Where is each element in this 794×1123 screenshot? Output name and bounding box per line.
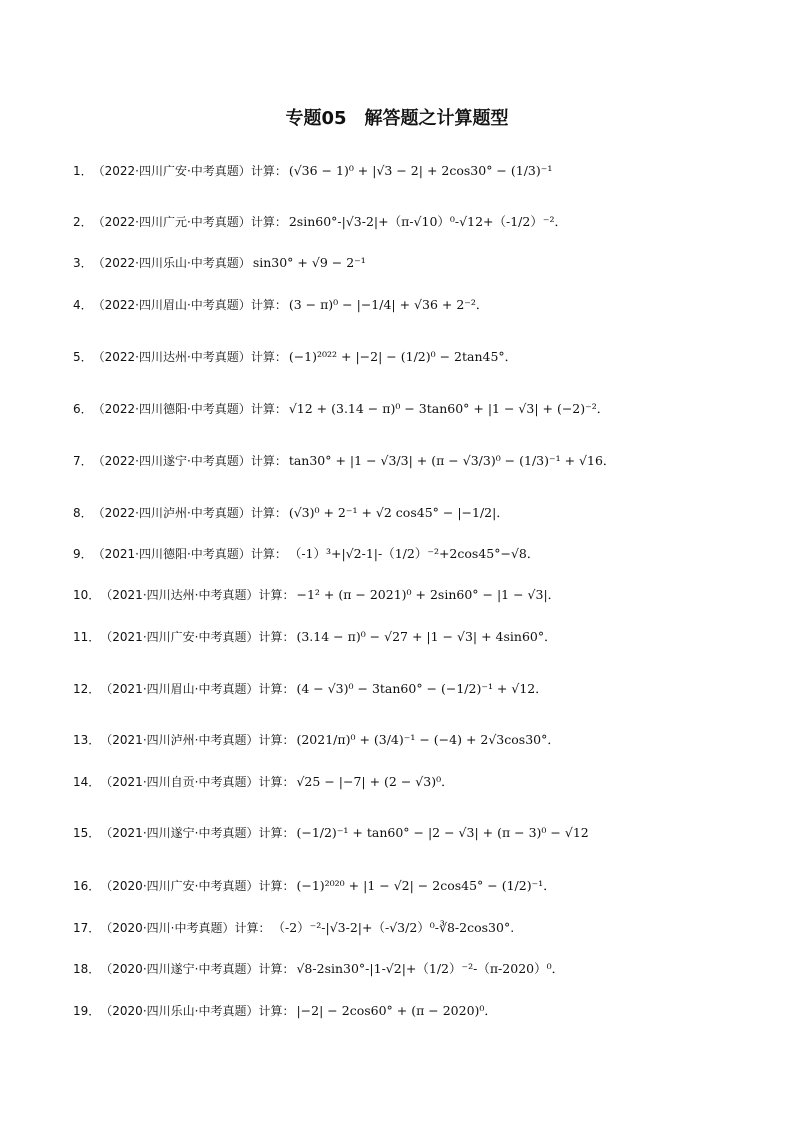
problem-lead: 计算： bbox=[258, 961, 295, 976]
problem-expression: 2sin60°-|√3-2|+（π-√10）⁰-√12+（-1/2）⁻²． bbox=[288, 214, 567, 229]
problem-source: （2021·四川达州·中考真题） bbox=[100, 587, 259, 602]
problem-expression: (√36 − 1)⁰ + |√3 − 2| + 2cos30° − (1/3)⁻¹ bbox=[288, 163, 553, 178]
problem-lead: 计算： bbox=[258, 629, 295, 644]
problem-item bbox=[73, 679, 754, 697]
problem-lead: 计算： bbox=[258, 1003, 295, 1018]
problem-lead: 计算： bbox=[258, 878, 295, 893]
problem-source: （2021·四川广安·中考真题） bbox=[100, 629, 259, 644]
problem-expression: (4 − √3)⁰ − 3tan60° − (−1/2)⁻¹ + √12． bbox=[296, 681, 548, 696]
problem-expression: (−1)²⁰²² + |−2| − (1/2)⁰ − 2tan45°． bbox=[288, 349, 518, 364]
problem-number: 14． bbox=[73, 774, 101, 789]
problem-number: 9． bbox=[73, 546, 93, 561]
problem-lead: 计算： bbox=[250, 401, 287, 416]
problem-expression: |−2| − 2cos60° + (π − 2020)⁰． bbox=[296, 1003, 497, 1018]
problem-expression: −1² + (π − 2021)⁰ + 2sin60° − |1 − √3|． bbox=[296, 587, 561, 602]
problem-expression: √25 − |−7| + (2 − √3)⁰． bbox=[296, 774, 454, 789]
page-title: 专题05 解答题之计算题型 bbox=[285, 108, 509, 129]
problem-lead: 计算： bbox=[250, 349, 287, 364]
problem-lead: 计算： bbox=[234, 920, 271, 935]
problem-lead: 计算： bbox=[250, 505, 287, 520]
problem-number: 4． bbox=[73, 297, 93, 312]
problem-number: 11． bbox=[73, 629, 101, 644]
problem-item bbox=[73, 585, 754, 603]
problem-expression: (√3)⁰ + 2⁻¹ + √2 cos45° − |−1/2|． bbox=[288, 505, 509, 520]
problem-source: （2021·四川德阳·中考真题） bbox=[92, 546, 251, 561]
problem-expression: （-2）⁻²-|√3-2|+（-√3/2）⁰-∛8-2cos30°. bbox=[272, 920, 515, 935]
problem-source: （2021·四川遂宁·中考真题） bbox=[100, 826, 259, 840]
problem-number: 3． bbox=[73, 256, 93, 270]
problem-item bbox=[73, 399, 754, 417]
problem-item bbox=[73, 503, 754, 521]
problem-number: 13． bbox=[73, 732, 101, 747]
problem-item bbox=[73, 254, 754, 271]
problem-expression: (−1/2)⁻¹ + tan60° − |2 − √3| + (π − 3)⁰ − √12 bbox=[296, 825, 589, 840]
problem-lead: 计算： bbox=[250, 214, 287, 229]
problem-item bbox=[73, 772, 754, 790]
problem-source: （2021·四川泸州·中考真题） bbox=[100, 732, 259, 747]
problem-number: 12． bbox=[73, 681, 101, 696]
problem-lead: 计算： bbox=[258, 732, 295, 747]
problem-number: 10． bbox=[73, 587, 101, 602]
problem-item bbox=[73, 824, 754, 841]
problem-source: （2021·四川自贡·中考真题） bbox=[100, 774, 259, 789]
problem-item bbox=[73, 918, 754, 936]
problem-item bbox=[73, 1001, 754, 1019]
problem-item bbox=[73, 627, 754, 645]
problem-lead: 计算： bbox=[258, 774, 295, 789]
problem-item bbox=[73, 162, 754, 179]
problem-item bbox=[73, 451, 754, 469]
problem-number: 17． bbox=[73, 920, 101, 935]
problem-number: 2． bbox=[73, 214, 93, 229]
problem-expression: (2021/π)⁰ + (3/4)⁻¹ − (−4) + 2√3cos30°． bbox=[296, 732, 560, 747]
problem-source: （2020·四川乐山·中考真题） bbox=[100, 1003, 259, 1018]
problem-lead: 计算： bbox=[250, 297, 287, 312]
problem-item bbox=[73, 876, 754, 894]
problem-number: 7． bbox=[73, 453, 93, 468]
problem-number: 16． bbox=[73, 878, 101, 893]
problem-number: 15． bbox=[73, 826, 101, 840]
problem-number: 8． bbox=[73, 505, 93, 520]
problem-source: （2022·四川乐山·中考真题） bbox=[92, 256, 251, 270]
problem-source: （2020·四川广安·中考真题） bbox=[100, 878, 259, 893]
problem-expression: sin30° + √9 − 2⁻¹ bbox=[252, 255, 366, 270]
problem-source: （2022·四川泸州·中考真题） bbox=[92, 505, 251, 520]
problem-lead: 计算： bbox=[258, 681, 295, 696]
problem-item bbox=[73, 544, 754, 562]
problem-number: 19． bbox=[73, 1003, 101, 1018]
problem-number: 18． bbox=[73, 961, 101, 976]
problem-lead: 计算： bbox=[258, 826, 295, 840]
problem-source: （2022·四川达州·中考真题） bbox=[92, 349, 251, 364]
problem-source: （2022·四川广元·中考真题） bbox=[92, 214, 251, 229]
problem-source: （2022·四川眉山·中考真题） bbox=[92, 297, 251, 312]
problem-expression: (3.14 − π)⁰ − √27 + |1 − √3| + 4sin60°． bbox=[296, 629, 557, 644]
problem-source: （2021·四川眉山·中考真题） bbox=[100, 681, 259, 696]
problem-lead: 计算： bbox=[258, 587, 295, 602]
problem-lead: 计算： bbox=[250, 164, 287, 178]
problem-source: （2022·四川遂宁·中考真题） bbox=[92, 453, 251, 468]
problem-source: （2022·四川广安·中考真题） bbox=[92, 164, 251, 178]
problem-source: （2020·四川遂宁·中考真题） bbox=[100, 961, 259, 976]
problem-expression: tan30° + |1 − √3/3| + (π − √3/3)⁰ − (1/3)⁻¹ + √16． bbox=[288, 453, 616, 468]
problem-source: （2020·四川·中考真题） bbox=[100, 920, 235, 935]
problem-expression: √12 + (3.14 − π)⁰ − 3tan60° + |1 − √3| + (−2)⁻²． bbox=[288, 401, 610, 416]
problem-expression: √8-2sin30°-|1-√2|+（1/2）⁻²-（π-2020）⁰． bbox=[296, 961, 565, 976]
problem-lead: 计算： bbox=[250, 453, 287, 468]
problem-item bbox=[73, 212, 754, 230]
problem-item bbox=[73, 295, 754, 313]
problem-number: 6． bbox=[73, 401, 93, 416]
problem-item bbox=[73, 959, 754, 977]
problem-expression: (−1)²⁰²⁰ + |1 − √2| − 2cos45° − (1/2)⁻¹． bbox=[296, 878, 556, 893]
problem-expression: (3 − π)⁰ − |−1/4| + √36 + 2⁻²． bbox=[288, 297, 489, 312]
problem-number: 5． bbox=[73, 349, 93, 364]
problem-expression: （-1）³+|√2-1|-（1/2）⁻²+2cos45°−√8． bbox=[288, 546, 540, 561]
problem-number: 1． bbox=[73, 164, 93, 178]
problem-source: （2022·四川德阳·中考真题） bbox=[92, 401, 251, 416]
problem-item bbox=[73, 730, 754, 748]
problem-lead: 计算： bbox=[250, 546, 287, 561]
problem-item bbox=[73, 347, 754, 365]
